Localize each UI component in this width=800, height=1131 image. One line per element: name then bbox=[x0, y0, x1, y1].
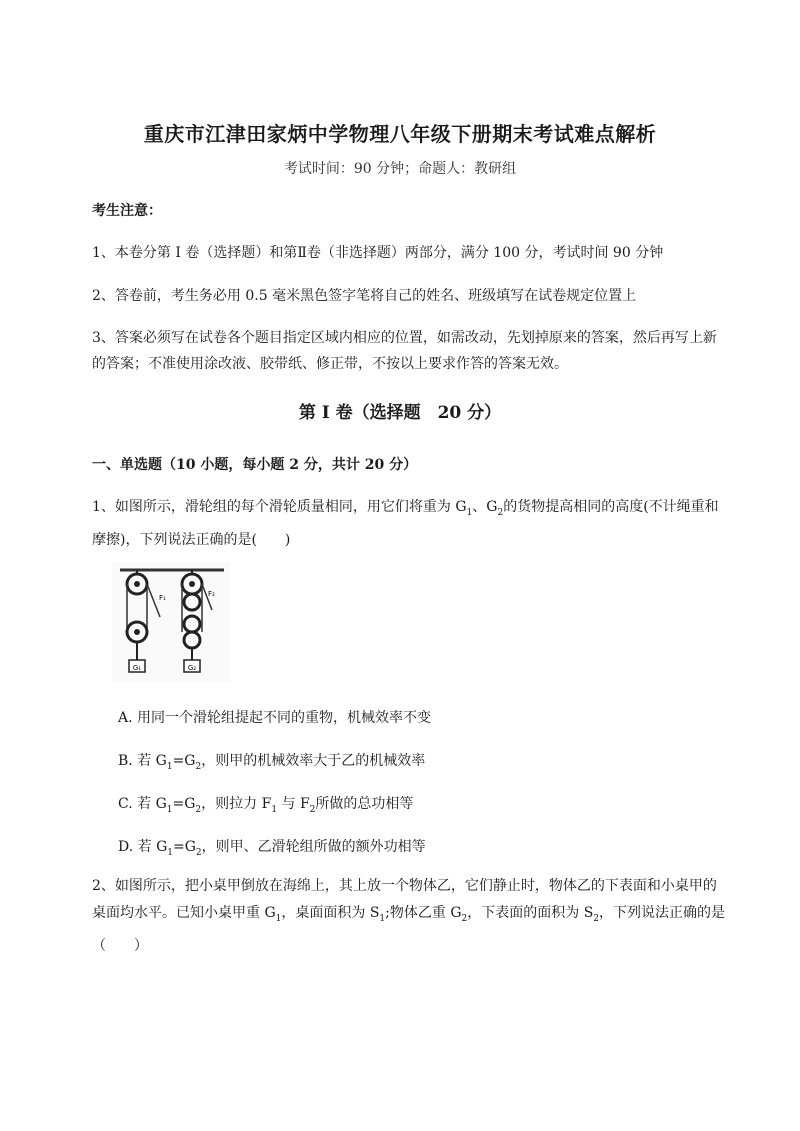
label-g1: G₁ bbox=[132, 664, 142, 672]
option-c[interactable]: C. 若 $G_1=G_2$，则拉力 $F_1$ 与 $F_2$所做的总功相等 bbox=[118, 796, 414, 815]
question-1-text: 1、如图所示，滑轮组的每个滑轮质量相同，用它们将重为 $G_1$、$G_2$的货物提高相同的高度(不计绳重和 摩擦)，下列说法正确的是( ) bbox=[92, 499, 719, 548]
exam-info: 考试时间：90 分钟；命题人：教研组 bbox=[283, 161, 517, 177]
notice-heading: 考生注意： bbox=[92, 203, 162, 219]
question-2-text: 2、如图所示，把小桌甲倒放在海绵上，其上放一个物体乙，它们静止时，物体乙的下表面和小桌甲的 桌面均水平。已知小桌甲重 $G_1$，桌面面积为 $S_1$;物体乙重 $G_2$，下表面的面积为 $S_2$，下列说法正确的是 （ ） bbox=[92, 878, 726, 954]
label-g2: G₂ bbox=[187, 664, 197, 672]
notice-item-1: 1、本卷分第 I 卷（选择题）和第Ⅱ卷（非选择题）两部分，满分 100 分，考试时间 90 分钟 bbox=[92, 245, 664, 261]
option-d[interactable]: D. 若 $G_1=G_2$，则甲、乙滑轮组所做的额外功相等 bbox=[118, 839, 426, 858]
section-title: 第 I 卷（选择题 20 分） bbox=[298, 403, 502, 423]
part-heading: 一、单选题（10 小题，每小题 2 分，共计 20 分） bbox=[92, 457, 418, 473]
notice-item-3: 3、答案必须写在试卷各个题目指定区域内相应的位置，如需改动，先划掉原来的答案，然后再写上新 bbox=[92, 330, 717, 346]
option-a[interactable]: A. 用同一个滑轮组提起不同的重物，机械效率不变 bbox=[118, 710, 432, 726]
notice-item-2: 2、答卷前，考生务必用 0.5 毫米黑色签字笔将自己的姓名、班级填写在试卷规定位置上 bbox=[92, 288, 637, 304]
page-title: 重庆市江津田家炳中学物理八年级下册期末考试难点解析 bbox=[143, 122, 657, 146]
label-f1: F₁ bbox=[159, 594, 166, 602]
option-b[interactable]: B. 若 $G_1=G_2$，则甲的机械效率大于乙的机械效率 bbox=[118, 753, 426, 772]
label-f2: F₂ bbox=[208, 590, 215, 598]
notice-item-3-cont: 的答案；不准使用涂改液、胶带纸、修正带，不按以上要求作答的答案无效。 bbox=[92, 356, 568, 372]
pulley-figure bbox=[112, 562, 230, 682]
